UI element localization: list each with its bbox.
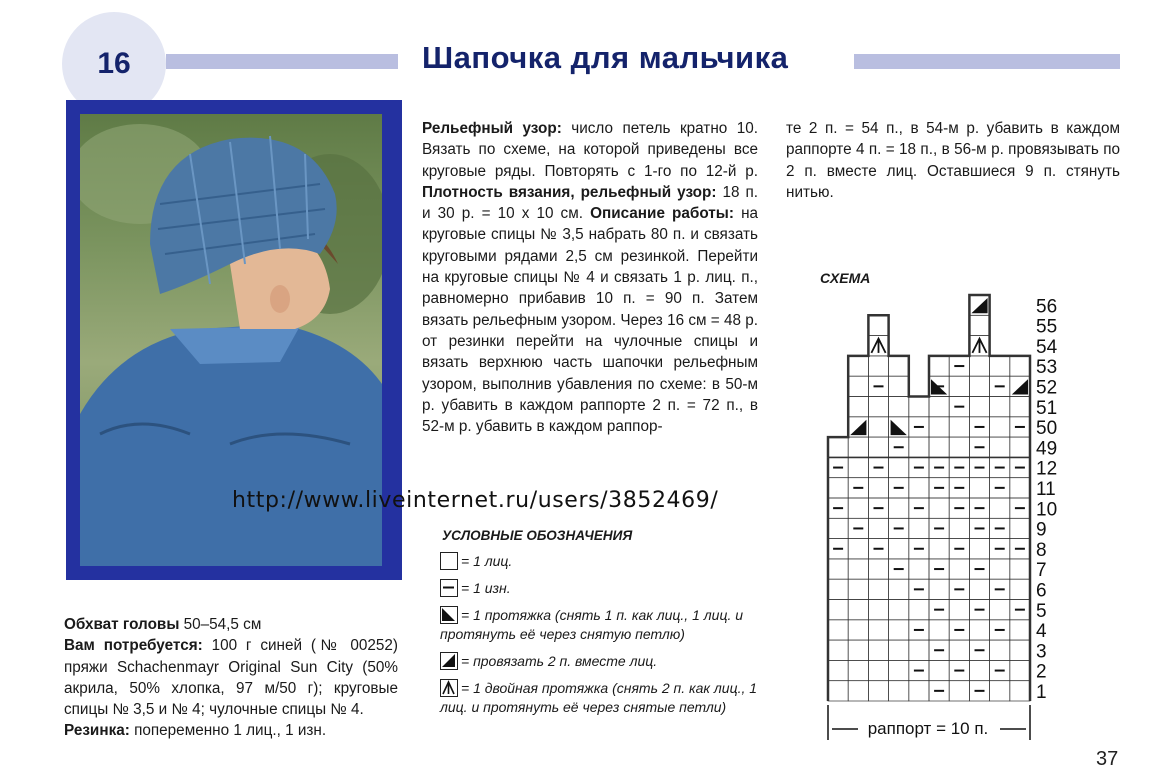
chart-cell [909,437,929,457]
chart-cell [969,478,989,498]
decrease-mark [1012,379,1028,394]
double-arrow-icon [440,679,458,697]
chart-cell [1010,579,1030,599]
gauge-label: Плотность вязания, рельефный узор: [422,183,717,201]
chart-cell [1010,559,1030,579]
chart-cell [990,437,1010,457]
row-label: 50 [1036,418,1058,440]
chart-cell [1010,518,1030,538]
watermark-url: http://www.liveinternet.ru/users/3852469/ [232,488,719,513]
chart-cell [889,681,909,701]
row-label: 1 [1036,682,1047,703]
chart-cell [969,397,989,417]
chart-cell [868,681,888,701]
chart-cell [848,457,868,477]
row-label: 12 [1036,458,1058,480]
chart-cell [969,315,989,335]
chart-cell [828,600,848,620]
chart-cell [969,579,989,599]
legend-item: = провязать 2 п. вместе лиц. [440,652,762,671]
chart-cell [949,681,969,701]
chart-cell [990,397,1010,417]
chart-cell [1010,356,1030,376]
work-text: на круговые спицы № 3,5 набрать 80 п. и связать круговыми рядами 2,5 см резинкой. Перейти на круговые спицы № 4 и связать 1 р. лиц. п., равномерно прибавив 10 п. = 90 п. Затем вязать рельефным узором. Через 16 см = 48 р. от резинки перейти на чулочные спицы и вязать верхнюю часть шапочки рельефным узором, выполнив убавления по схеме: в 50-м р. убавить в каждом раппорте 2 п. = 72 п., в 52-м р. убавить в каждом раппор- [422,205,759,436]
chart-cell [909,559,929,579]
chart-cell [929,579,949,599]
chart-cell [889,640,909,660]
gauge-text: 18 п. и 30 р. = 10 х 10 см. [422,183,758,223]
legend-item: = 1 протяжка (снять 1 п. как лиц., 1 лиц. и протянуть её через снятую петлю) [440,607,744,642]
chart-cell [909,640,929,660]
chart-cell [929,437,949,457]
chart-cell [990,600,1010,620]
instructions-block [422,118,758,437]
page-number: 37 [1096,748,1119,770]
chart-cell [929,397,949,417]
chart-cell [1010,660,1030,680]
row-label: 10 [1036,499,1058,521]
chart-cell [848,437,868,457]
chart-cell [990,681,1010,701]
chart-cell [848,498,868,518]
row-label: 8 [1036,539,1047,561]
chart-cell [889,620,909,640]
chart-cell [848,376,868,396]
chart-cell [1010,620,1030,640]
chart-cell [969,539,989,559]
row-label: 7 [1036,560,1047,582]
chart-cell [1010,478,1030,498]
row-label: 6 [1036,580,1047,602]
decrease-mark [931,379,947,394]
chart-cell [949,640,969,660]
chart-cell [969,660,989,680]
chart-cell [990,417,1010,437]
row-label: 2 [1036,661,1047,683]
row-label: 51 [1036,397,1058,419]
chart-cell [949,376,969,396]
chart-cell [909,518,929,538]
chart-cell [929,498,949,518]
rib-label: Резинка: [64,722,130,740]
chart-cell [889,579,909,599]
chart-cell [828,478,848,498]
chart-cell [889,498,909,518]
materials-label: Вам потребуется: [64,637,203,655]
dash-icon [440,579,458,597]
chart-cell [848,681,868,701]
chart-cell [848,559,868,579]
chart-cell [929,356,949,376]
chart-cell [909,600,929,620]
legend-list [440,552,762,717]
chart-cell [969,376,989,396]
pattern-label: Рельефный узор: [422,120,562,137]
legend-item: = 1 изн. [440,579,762,598]
chart-cell [848,660,868,680]
chart-cell [828,640,848,660]
chart-cell [929,417,949,437]
chart-cell [909,478,929,498]
chart-cell [1010,437,1030,457]
left-triangle-icon [440,606,458,624]
chart-cell [949,437,969,457]
chart-cell [868,518,888,538]
chart-cell [990,640,1010,660]
chart-cell [949,559,969,579]
chart-cell [909,397,929,417]
chart-cell [990,356,1010,376]
right-triangle-icon [440,652,458,670]
head-size-value: 50–54,5 см [183,616,262,633]
row-label: 54 [1036,336,1058,358]
chart-cell [868,640,888,660]
specs-block [64,614,398,742]
chart-cell [889,600,909,620]
legend-item: = 1 двойная протяжка (снять 2 п. как лиц., 1 лиц. и протянуть её через снятые петли) [440,680,758,715]
chart-cell [1010,397,1030,417]
chart-cell [828,620,848,640]
knitting-chart [800,285,1090,745]
row-label: 56 [1036,296,1058,318]
chart-cell [969,356,989,376]
decrease-mark [850,420,866,435]
chart-cell [848,640,868,660]
decrease-mark [891,420,907,435]
row-label: 49 [1036,438,1058,460]
chart-cell [868,417,888,437]
chart-cell [889,457,909,477]
chart-cell [828,660,848,680]
chart-cell [868,600,888,620]
decrease-mark [971,298,987,313]
chart-cell [868,315,888,335]
row-label: 3 [1036,641,1047,663]
chart-cell [828,437,848,457]
page-title: Шапочка для мальчика [422,40,789,75]
repeat-label: раппорт = 10 п. [867,719,989,738]
chart-cell [848,397,868,417]
chart-cell [868,356,888,376]
row-label: 55 [1036,316,1058,338]
chart-cell [889,376,909,396]
chart-cell [1010,640,1030,660]
legend-item: = 1 лиц. [440,552,762,571]
chart-cell [969,620,989,640]
row-label: 9 [1036,519,1047,541]
row-label: 52 [1036,377,1058,399]
chart-cell [889,660,909,680]
chart-cell [889,397,909,417]
chart-title: СХЕМА [820,270,871,286]
materials-text: 100 г синей (№ 00252) пряжи Schachenmayr Original Sun City (50% акрила, 50% хлопка, 97 м/50 г); круговые спицы № 3,5 и № 4; чулочные спицы № 4. [64,637,399,719]
pattern-number: 16 [97,47,131,80]
chart-cell [828,518,848,538]
header-bar-right [854,54,1120,69]
header-bar-left [166,54,398,69]
chart-cell [868,579,888,599]
chart-cell [929,539,949,559]
chart-cell [848,600,868,620]
pattern-text: число петель кратно 10. Вязать по схеме, на которой приведены все круговые ряды. Повторять с 1-го по 12-й р. [422,120,758,180]
chart-cell [848,579,868,599]
chart-cell [868,478,888,498]
chart-cell [868,660,888,680]
chart-cell [828,559,848,579]
row-label: 5 [1036,600,1047,622]
legend-title: УСЛОВНЫЕ ОБОЗНАЧЕНИЯ [442,528,633,543]
chart-cell [868,559,888,579]
row-label: 4 [1036,621,1047,643]
chart-cell [949,600,969,620]
chart-cell [848,356,868,376]
chart-cell [828,579,848,599]
work-label: Описание работы: [590,205,734,223]
row-label: 53 [1036,357,1058,379]
chart-cell [929,620,949,640]
chart-cell [868,620,888,640]
head-size-label: Обхват головы [64,616,180,633]
row-label: 11 [1036,479,1056,500]
chart-cell [889,356,909,376]
chart-cell [949,518,969,538]
rib-text: попеременно 1 лиц., 1 изн. [134,722,327,740]
empty-square-icon [440,552,458,570]
chart-cell [848,620,868,640]
chart-cell [1010,681,1030,701]
chart-cell [949,417,969,437]
chart-cell [848,539,868,559]
chart-cell [868,397,888,417]
chart-cell [889,539,909,559]
chart-cell [828,681,848,701]
chart-cell [990,559,1010,579]
chart-cell [909,681,929,701]
chart-cell [929,660,949,680]
chart-cell [868,437,888,457]
instructions-continuation: те 2 п. = 54 п., в 54-м р. убавить в каждом раппорте 4 п. = 18 п., в 56-м р. провязывать по 2 п. вместе лиц. Оставшиеся 9 п. стянуть нитью. [786,120,1120,201]
chart-cell [990,498,1010,518]
